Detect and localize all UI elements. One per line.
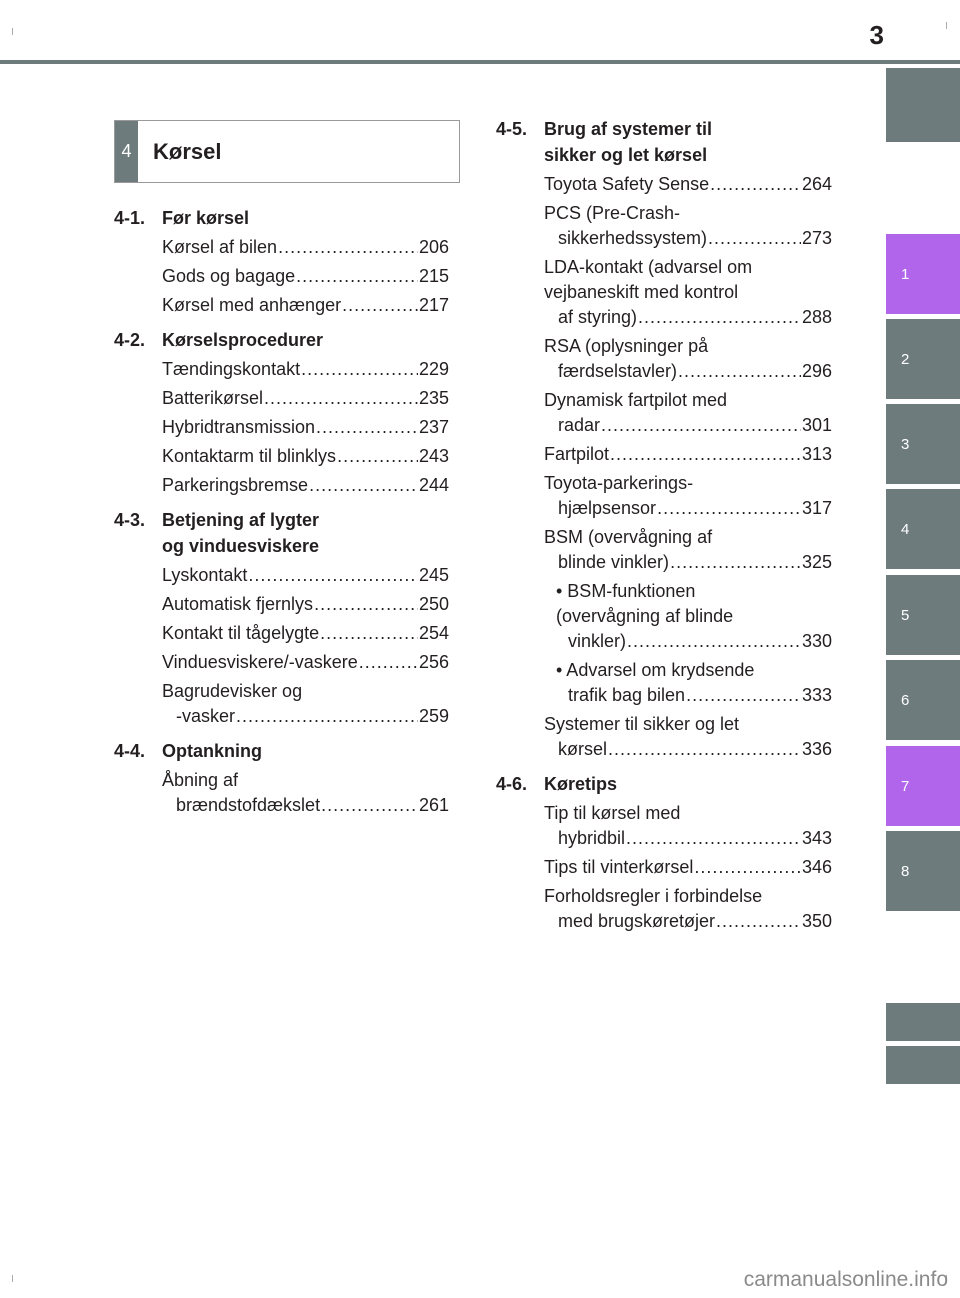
toc-entry-lead: • BSM-funktionen (overvågning af blinde <box>556 581 734 626</box>
dot-leader <box>708 226 801 251</box>
toc-group-title: Køretips <box>544 774 618 794</box>
chapter-tab-3[interactable] <box>886 404 960 484</box>
toc-entry[interactable] <box>162 386 449 411</box>
toc-entry-row <box>556 683 832 708</box>
toc-entry[interactable] <box>544 884 832 934</box>
toc-entry-text: hybridbil <box>558 828 626 848</box>
toc-entry-page: 261 <box>418 795 449 815</box>
toc-entry-lead: Dynamisk fartpilot med <box>544 390 728 410</box>
toc-entry-text: Kontakt til tågelygte <box>162 623 320 643</box>
toc-entry-row <box>162 415 449 440</box>
toc-entry-row <box>544 442 832 467</box>
toc-entry-page: 317 <box>801 498 832 518</box>
toc-entry-page: 217 <box>418 295 449 315</box>
dot-leader <box>301 357 418 382</box>
toc-entry-row <box>162 793 449 818</box>
toc-entry-row <box>162 563 449 588</box>
toc-entry-lead: PCS (Pre-Crash- <box>544 203 681 223</box>
toc-group-heading <box>114 327 449 353</box>
page-number: 3 <box>869 20 884 50</box>
toc-entry[interactable] <box>162 357 449 382</box>
toc-entry-text: Kørsel med anhænger <box>162 295 342 315</box>
toc-entry-page: 273 <box>801 228 832 248</box>
toc-entry-page: 245 <box>418 565 449 585</box>
toc-entry-row <box>544 855 832 880</box>
toc-entry-row <box>162 235 449 260</box>
dot-leader <box>710 172 801 197</box>
toc-entry-row <box>162 704 449 729</box>
toc-entry-row <box>162 444 449 469</box>
toc-entry-text: -vasker <box>176 706 236 726</box>
toc-group-number: 4-3. <box>114 510 146 530</box>
dot-leader <box>638 305 801 330</box>
toc-group-number: 4-4. <box>114 741 146 761</box>
toc-entry-row <box>162 621 449 646</box>
toc-entry-row <box>162 473 449 498</box>
toc-group-number: 4-6. <box>496 774 528 794</box>
toc-entry-text: med brugskøretøjer <box>558 911 716 931</box>
toc-entry-page: 237 <box>418 417 449 437</box>
section-title: Kørsel <box>153 139 222 164</box>
chapter-tab-7[interactable] <box>886 746 960 826</box>
toc-group-title: Optankning <box>162 741 262 761</box>
toc-entry-page: 256 <box>418 652 449 672</box>
toc-entry[interactable] <box>556 658 832 708</box>
toc-group-number: 4-1. <box>114 208 146 228</box>
dot-leader <box>337 444 418 469</box>
toc-group-heading <box>114 738 449 764</box>
dot-leader <box>309 473 418 498</box>
toc-entry[interactable] <box>162 264 449 289</box>
toc-entry-text: færdselstavler) <box>558 361 678 381</box>
dot-leader <box>678 359 801 384</box>
toc-entry-text: Toyota Safety Sense <box>544 174 710 194</box>
toc-entry-row <box>544 737 832 762</box>
toc-entry-text: Tips til vinterkørsel <box>544 857 694 877</box>
toc-entry-lead: Åbning af <box>162 770 239 790</box>
section-header <box>114 120 460 183</box>
toc-group-title: Betjening af lygter og vinduesviskere <box>162 510 320 556</box>
toc-entry-row <box>544 413 832 438</box>
toc-entry-page: 333 <box>801 685 832 705</box>
toc-entry[interactable] <box>544 334 832 384</box>
toc-group-number: 4-2. <box>114 330 146 350</box>
toc-entry-page: 296 <box>801 361 832 381</box>
chapter-tab-label: 6 <box>901 691 910 709</box>
toc-entry-text: Tændingskontakt <box>162 359 301 379</box>
watermark: carmanualsonline.info <box>743 1268 948 1291</box>
toc-entry[interactable] <box>544 712 832 762</box>
toc-entry-page: 301 <box>801 415 832 435</box>
toc-entry-row <box>544 305 832 330</box>
toc-right-column <box>496 116 832 934</box>
toc-entry-row <box>556 629 832 654</box>
toc-entry[interactable] <box>162 473 449 498</box>
dot-leader <box>236 704 418 729</box>
dot-leader <box>296 264 418 289</box>
toc-entry-text: Batterikørsel <box>162 388 264 408</box>
toc-entry-row <box>162 264 449 289</box>
chapter-tab-label: 8 <box>901 862 910 880</box>
toc-entry-row <box>162 357 449 382</box>
dot-leader <box>694 855 801 880</box>
toc-entry[interactable] <box>162 592 449 617</box>
dot-leader <box>610 442 801 467</box>
chapter-tab-label: 5 <box>901 606 910 624</box>
toc-entry-text: Automatisk fjernlys <box>162 594 314 614</box>
toc-entry[interactable] <box>162 768 449 818</box>
chapter-tab-8[interactable] <box>886 831 960 911</box>
toc-entry-page: 346 <box>801 857 832 877</box>
dot-leader <box>320 621 418 646</box>
toc-entry-row <box>544 496 832 521</box>
toc-entry-page: 330 <box>801 631 832 651</box>
dot-leader <box>716 909 801 934</box>
toc-entry-page: 206 <box>418 237 449 257</box>
section-number: 4 <box>115 121 138 182</box>
toc-entry-lead: BSM (overvågning af <box>544 527 713 547</box>
toc-entry-row <box>162 592 449 617</box>
toc-entry[interactable] <box>544 388 832 438</box>
toc-entry-row <box>544 172 832 197</box>
dot-leader <box>626 826 801 851</box>
chapter-tab-label: 1 <box>901 265 910 283</box>
toc-entry-row <box>162 386 449 411</box>
chapter-tab-6[interactable] <box>886 660 960 740</box>
toc-entry-row <box>162 293 449 318</box>
toc-group-title: Kørselsprocedurer <box>162 330 324 350</box>
toc-entry[interactable] <box>544 172 832 197</box>
toc-entry-text: Parkeringsbremse <box>162 475 309 495</box>
toc-group <box>496 116 832 762</box>
chapter-tab-label: 3 <box>901 435 910 453</box>
chapter-tab-blank[interactable] <box>886 1003 960 1041</box>
toc-entry-text: hjælpsensor <box>558 498 657 518</box>
toc-entry-page: 243 <box>418 446 449 466</box>
dot-leader <box>278 235 418 260</box>
toc-entry[interactable] <box>544 201 832 251</box>
toc-entry[interactable] <box>544 801 832 851</box>
toc-entry-page: 250 <box>418 594 449 614</box>
toc-entry-lead: Forholdsregler i forbindelse <box>544 886 763 906</box>
dot-leader <box>657 496 801 521</box>
chapter-tab-blank[interactable] <box>886 68 960 142</box>
toc-entry-page: 264 <box>801 174 832 194</box>
dot-leader <box>342 293 418 318</box>
toc-entry-page: 313 <box>801 444 832 464</box>
toc-entry-lead: LDA-kontakt (advarsel om vejbaneskift med kontrol <box>544 257 753 302</box>
dot-leader <box>601 413 801 438</box>
toc-group <box>114 327 449 498</box>
toc-entry-row <box>162 650 449 675</box>
toc-entry-row <box>544 909 832 934</box>
toc-entry-page: 215 <box>418 266 449 286</box>
toc-group <box>496 771 832 934</box>
toc-entry-page: 336 <box>801 739 832 759</box>
toc-entry-page: 343 <box>801 828 832 848</box>
toc-entry-text: trafik bag bilen <box>568 685 686 705</box>
chapter-tab-4[interactable] <box>886 489 960 569</box>
toc-entry-text: Fartpilot <box>544 444 610 464</box>
toc-entry[interactable] <box>162 679 449 729</box>
crop-mark <box>12 28 13 35</box>
toc-entry-page: 254 <box>418 623 449 643</box>
dot-leader <box>359 650 418 675</box>
dot-leader <box>321 793 418 818</box>
toc-entry-page: 325 <box>801 552 832 572</box>
chapter-tab-label: 4 <box>901 520 910 538</box>
toc-group <box>114 205 449 318</box>
toc-group-heading <box>114 205 449 231</box>
dot-leader <box>627 629 801 654</box>
toc-entry-page: 244 <box>418 475 449 495</box>
chapter-tab-label: 7 <box>901 777 910 795</box>
dot-leader <box>686 683 801 708</box>
toc-entry[interactable] <box>162 235 449 260</box>
toc-group-title: Brug af systemer til sikker og let kørsel <box>544 119 713 165</box>
toc-entry-text: brændstofdækslet <box>176 795 321 815</box>
toc-entry-text: vinkler) <box>568 631 627 651</box>
dot-leader <box>316 415 418 440</box>
chapter-tab-label: 2 <box>901 350 910 368</box>
chapter-tab-2[interactable] <box>886 319 960 399</box>
toc-entry-lead: Toyota-parkerings- <box>544 473 694 493</box>
dot-leader <box>314 592 418 617</box>
toc-entry-page: 288 <box>801 307 832 327</box>
toc-group <box>114 738 449 818</box>
toc-entry-text: radar <box>558 415 601 435</box>
toc-entry[interactable] <box>556 579 832 654</box>
toc-group-heading <box>496 116 832 168</box>
crop-mark <box>946 22 947 29</box>
toc-entry-text: Hybridtransmission <box>162 417 316 437</box>
toc-entry-page: 259 <box>418 706 449 726</box>
toc-entry-row <box>544 550 832 575</box>
toc-entry-text: Kørsel af bilen <box>162 237 278 257</box>
toc-entry-lead: Systemer til sikker og let <box>544 714 740 734</box>
toc-group-heading <box>114 507 449 559</box>
toc-entry-page: 235 <box>418 388 449 408</box>
toc-entry[interactable] <box>162 621 449 646</box>
toc-group-heading <box>496 771 832 797</box>
toc-entry[interactable] <box>544 525 832 575</box>
toc-entry[interactable] <box>544 442 832 467</box>
toc-entry-text: af styring) <box>558 307 638 327</box>
toc-entry[interactable] <box>544 855 832 880</box>
toc-entry-text: kørsel <box>558 739 607 759</box>
chapter-tab-1[interactable] <box>886 234 960 314</box>
toc-entry-row <box>544 359 832 384</box>
toc-entry-text: Lyskontakt <box>162 565 248 585</box>
toc-left-column <box>114 205 449 818</box>
toc-entry-lead: • Advarsel om krydsende <box>556 660 755 680</box>
toc-entry-lead: Bagrudevisker og <box>162 681 303 701</box>
toc-entry-text: blinde vinkler) <box>558 552 670 572</box>
dot-leader <box>264 386 418 411</box>
toc-entry-lead: Tip til kørsel med <box>544 803 681 823</box>
toc-entry-page: 229 <box>418 359 449 379</box>
chapter-tab-5[interactable] <box>886 575 960 655</box>
toc-entry[interactable] <box>544 471 832 521</box>
toc-entry[interactable] <box>162 444 449 469</box>
dot-leader <box>608 737 801 762</box>
toc-entry[interactable] <box>162 563 449 588</box>
top-rule <box>0 60 960 64</box>
crop-mark <box>12 1275 13 1282</box>
toc-entry-row <box>544 826 832 851</box>
toc-entry-row <box>544 226 832 251</box>
toc-entry-text: sikkerhedssystem) <box>558 228 708 248</box>
toc-group-number: 4-5. <box>496 119 528 139</box>
toc-group <box>114 507 449 729</box>
toc-entry[interactable] <box>162 415 449 440</box>
toc-entry[interactable] <box>162 293 449 318</box>
chapter-tab-blank[interactable] <box>886 1046 960 1084</box>
dot-leader <box>248 563 418 588</box>
toc-entry[interactable] <box>544 255 832 330</box>
toc-entry-page: 350 <box>801 911 832 931</box>
toc-entry-lead: RSA (oplysninger på <box>544 336 709 356</box>
toc-entry-text: Gods og bagage <box>162 266 296 286</box>
toc-entry-text: Vinduesviskere/-vaskere <box>162 652 358 672</box>
toc-entry-text: Kontaktarm til blinklys <box>162 446 337 466</box>
dot-leader <box>670 550 801 575</box>
toc-entry[interactable] <box>162 650 449 675</box>
toc-group-title: Før kørsel <box>162 208 250 228</box>
